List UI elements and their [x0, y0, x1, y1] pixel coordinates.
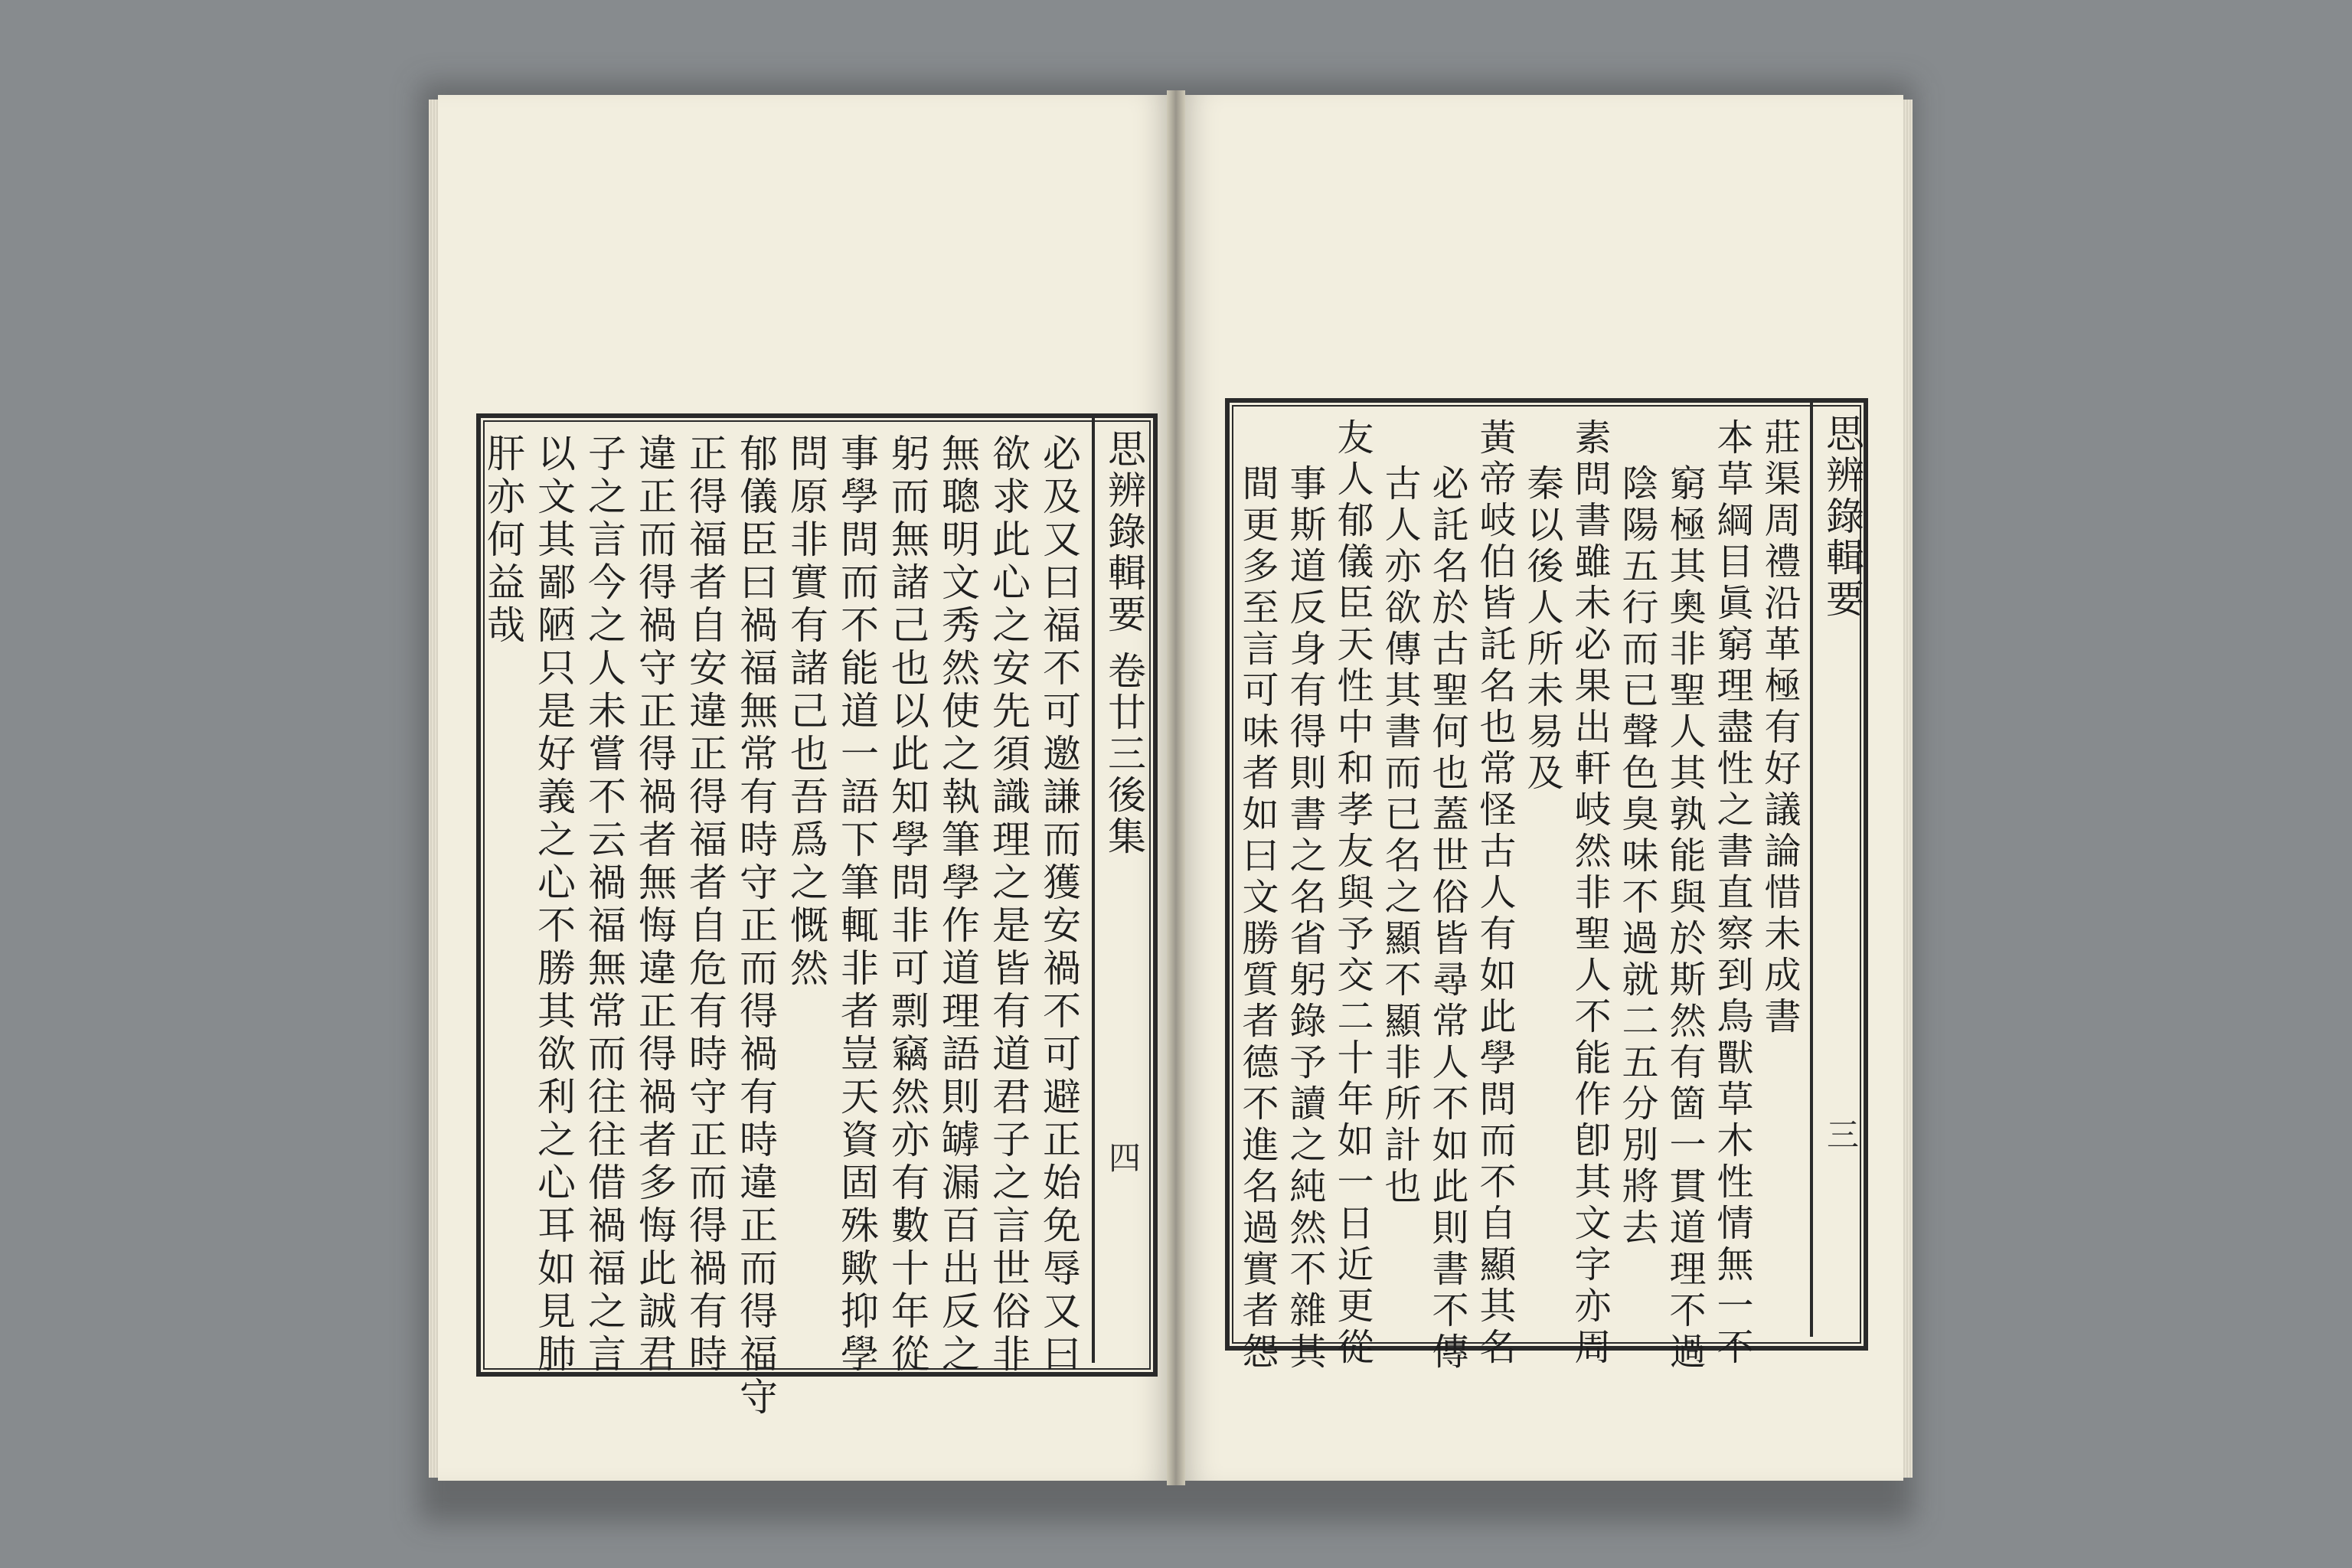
- left-column-5: 事學問而不能道一語下筆輒非者豈天資固殊歟抑學: [835, 433, 879, 1377]
- right-column-12: 間更多至言可味者如曰文勝質者德不進名過實者怨: [1236, 464, 1279, 1374]
- left-banner-volume: 卷廿三後集: [1102, 651, 1146, 858]
- left-column-8: 正得福者自安違正得福者自危有時守正而得禍有時: [683, 433, 727, 1377]
- left-column-2: 欲求此心之安先須識理之是皆有道君子之言世俗非: [986, 433, 1031, 1377]
- right-column-10: 友人郁儀臣天性中和孝友與予交二十年如一日近更從: [1331, 418, 1374, 1369]
- right-column-2: 本草綱目眞窮理盡性之書直察到鳥獸草木性情無一不: [1710, 418, 1753, 1369]
- right-column-9: 古人亦欲傳其書而已名之顯不顯非所計也: [1378, 464, 1421, 1208]
- right-column-4: 陰陽五行而已聲色臭味不過就二五分別將去: [1615, 464, 1658, 1250]
- left-page-number: 四: [1104, 1141, 1142, 1173]
- left-column-4: 躬而無諸己也以此知學問非可剽竊然亦有數十年從: [885, 433, 929, 1377]
- left-folio-divider: [1092, 418, 1095, 1363]
- right-column-8: 必託名於古聖何也蓋世俗皆尋常人不如此則書不傳: [1426, 464, 1468, 1374]
- left-column-11: 以文其鄙陋只是好義之心不勝其欲利之心耳如見肺: [531, 433, 576, 1377]
- right-folio-divider: [1810, 403, 1813, 1337]
- right-column-1: 莊渠周禮沿革極有好議論惜未成書: [1758, 418, 1801, 1038]
- right-column-11: 事斯道反身有得則書之名省躬錄予讀之純然不雜其: [1283, 464, 1326, 1374]
- left-column-12: 肝亦何益哉: [481, 433, 525, 648]
- right-column-6: 秦以後人所未易及: [1521, 464, 1563, 795]
- left-banner-title: 思辨錄輯要: [1102, 429, 1146, 635]
- book-gutter: [1167, 90, 1185, 1485]
- right-column-3: 窮極其奧非聖人其孰能與於斯然有箇一貫道理不過: [1663, 464, 1706, 1374]
- left-column-9: 違正而得禍守正得禍者無悔違正得禍者多悔此誠君: [632, 433, 677, 1377]
- left-column-6: 問原非實有諸己也吾爲之慨然: [784, 433, 828, 991]
- left-column-1: 必及又曰福不可邀謙而獲安禍不可避正始免辱又曰: [1037, 433, 1081, 1377]
- right-banner-title: 思辨錄輯要: [1820, 413, 1864, 620]
- right-page-number: 三: [1822, 1118, 1860, 1150]
- right-column-7: 黃帝岐伯皆託名也常怪古人有如此學問而不自顯其名: [1473, 418, 1516, 1369]
- left-column-7: 郁儀臣曰禍福無常有時守正而得禍有時違正而得福守: [733, 433, 778, 1419]
- left-column-3: 無聰明文秀然使之執筆學作道理語則罅漏百出反之: [936, 433, 980, 1377]
- right-column-5: 素問書雖未必果出軒岐然非聖人不能作卽其文字亦周: [1568, 418, 1611, 1369]
- left-column-10: 子之言今之人未嘗不云禍福無常而往往借禍福之言: [582, 433, 626, 1377]
- right-page-edge: [1902, 100, 1913, 1478]
